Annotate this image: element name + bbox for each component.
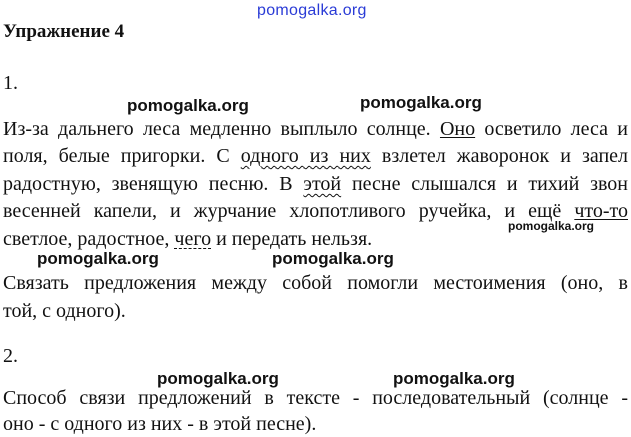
text-fragment: радостную, звенящую песню. В [3, 173, 293, 195]
watermark-top: pomogalka.org [257, 2, 367, 19]
task-1-number: 1. [3, 72, 18, 94]
watermark: pomogalka.org [157, 369, 279, 388]
text-fragment: светлое, радостное, [3, 228, 170, 250]
text-line-9: оно - с одного из них - в этой песне). [3, 413, 317, 435]
watermark: pomogalka.org [37, 249, 159, 268]
watermark: pomogalka.org [272, 249, 394, 268]
text-fragment: взлетел жаворонок и запел [381, 145, 629, 167]
watermark: pomogalka.org [360, 93, 482, 112]
pronoun-highlight: этой [303, 173, 342, 195]
text-fragment: весенней капели, и журчание хлопотливого ручейка, и ещё [3, 200, 562, 222]
text-line-3 [3, 172, 628, 196]
text-line-7: той, с одного). [3, 300, 126, 322]
text-line-5 [3, 227, 372, 251]
text-fragment: и передать нельзя. [216, 228, 373, 250]
text-fragment: поля, белые пригорки. С [3, 145, 230, 167]
text-line-6: Связать предложения между собой помогли местоимения (оно, в [3, 272, 628, 294]
pronoun-highlight: что-то [574, 200, 628, 222]
text-line-8: Способ связи предложений в тексте - последовательный (солнце - [3, 387, 628, 409]
pronoun-highlight: Оно [439, 118, 476, 140]
watermark: pomogalka.org [393, 369, 515, 388]
exercise-title: Упражнение 4 [3, 21, 125, 42]
text-fragment: песне слышался и тихий звон [351, 173, 628, 195]
pronoun-highlight: одного из них [240, 145, 371, 167]
pronoun-highlight: чего [174, 228, 212, 250]
watermark: pomogalka.org [127, 96, 249, 115]
text-line-1 [3, 117, 628, 141]
text-fragment: Из-за дальнего леса медленно выплыло солнце. [3, 118, 431, 140]
text-fragment: осветило леса и [484, 118, 629, 140]
text-line-2 [3, 144, 628, 168]
task-2-number: 2. [3, 345, 18, 367]
watermark: pomogalka.org [508, 219, 595, 233]
